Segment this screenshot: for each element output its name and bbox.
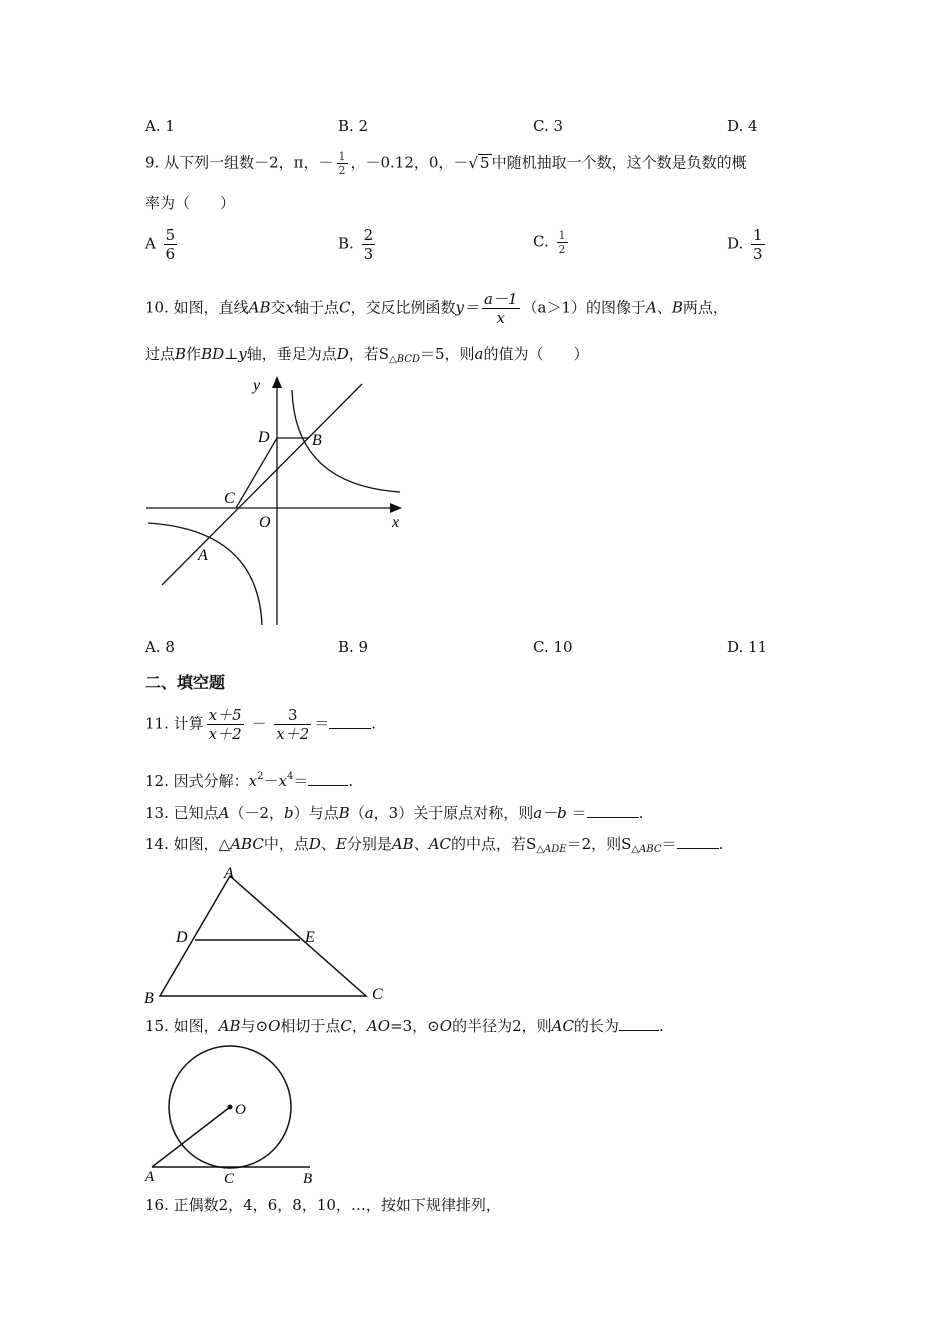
q10-option-a: A. 8 — [145, 638, 175, 656]
q9-half-fraction: $\frac{1}{2}$ — [338, 150, 346, 177]
label-c: C — [224, 490, 235, 507]
q10-text-line2: 过点B作BD⊥y轴，垂足为点D，若$S_{\triangle BCD}=5$，则a的值为（ ） — [145, 345, 589, 365]
label-x: x — [392, 514, 400, 531]
segment-ao — [152, 1107, 230, 1167]
q16-text: 16. 正偶数2，4，6，8，10，…，按如下规律排列， — [145, 1196, 501, 1214]
q14-triangle-figure — [140, 862, 400, 1010]
q12-text: 12. 因式分解：$x^2-x^4=$ . — [145, 771, 354, 790]
q10-option-d: D. 11 — [727, 638, 768, 656]
hyperbola-branch-upper — [292, 390, 400, 492]
section-title: 二、填空题 — [145, 673, 226, 692]
q9-option-c: C. $\frac{1}{2}$ — [533, 229, 566, 256]
q11-answer-blank[interactable] — [329, 714, 371, 729]
q9-option-a: A $\frac{5}{6}$ — [145, 226, 176, 263]
q8-option-b: B. 2 — [338, 117, 369, 135]
q9-sqrt: √ 5 — [468, 153, 490, 172]
q10-option-b: B. 9 — [338, 638, 369, 656]
q8-option-d: D. 4 — [727, 117, 758, 135]
y-axis-arrow — [272, 376, 282, 388]
q15-text: 15. 如图，AB与⊙O相切于点C，AO=3，⊙O的半径为2，则AC的长为 . — [145, 1017, 664, 1035]
label-b: B — [303, 1171, 313, 1187]
center-point — [228, 1105, 233, 1110]
q10-fraction: $\frac{a-1}{x}$ — [484, 290, 518, 327]
q10-graph-figure — [140, 370, 420, 635]
q10-text-line1: 10. 如图，直线AB交x轴于点C，交反比例函数y＝ $\frac{a-1}{x}$ （a＞1）的图像于A、B两点， — [145, 290, 728, 327]
q10-option-c: C. 10 — [533, 638, 573, 656]
q9-text-line2: 率为（ ） — [145, 194, 236, 212]
label-d: D — [258, 429, 270, 446]
label-a: A — [145, 1169, 155, 1185]
segment-cd — [236, 438, 277, 508]
label-b: B — [312, 432, 322, 449]
label-e: E — [305, 929, 315, 946]
label-d: D — [176, 929, 188, 946]
q13-text: 13. 已知点A（－2，b）与点B（a，3）关于原点对称，则a－b ＝ . — [145, 804, 644, 822]
label-a: A — [198, 547, 208, 564]
label-b: B — [144, 990, 154, 1007]
label-o: O — [259, 514, 271, 531]
q8-option-a: A. 1 — [145, 117, 175, 135]
line-ab — [162, 384, 362, 585]
triangle-abc — [160, 876, 366, 996]
q14-answer-blank[interactable] — [677, 834, 719, 849]
q14-text: 14. 如图，△ABC中，点D、E分别是AB、AC的中点，若$S_{\triangle ADE}=2$，则$S_{\triangle ABC}=$ . — [145, 835, 724, 855]
q15-answer-blank[interactable] — [619, 1016, 659, 1031]
q9-text-line1: 9. 从下列一组数－2，π，－ $\frac{1}{2}$ ，－0.12，0，－√ 5 中随机抽取一个数，这个数是负数的概 — [145, 150, 747, 177]
q15-circle-figure — [140, 1044, 340, 1189]
hyperbola-branch-lower — [148, 523, 262, 625]
q12-answer-blank[interactable] — [308, 771, 348, 786]
label-o: O — [235, 1102, 246, 1118]
label-a: A — [224, 865, 234, 882]
label-y: y — [253, 377, 261, 394]
q9-option-b: B. $\frac{2}{3}$ — [338, 226, 374, 263]
q8-option-c: C. 3 — [533, 117, 564, 135]
x-axis-arrow — [390, 503, 402, 513]
q13-answer-blank[interactable] — [587, 803, 639, 818]
label-c: C — [224, 1171, 235, 1187]
q9-option-d: D. $\frac{1}{3}$ — [727, 226, 763, 263]
label-c: C — [372, 986, 383, 1003]
q11-text: 11. 计算 $\frac{x+5}{x+2}$ － $\frac{3}{x+2}$ ＝ . — [145, 706, 377, 743]
